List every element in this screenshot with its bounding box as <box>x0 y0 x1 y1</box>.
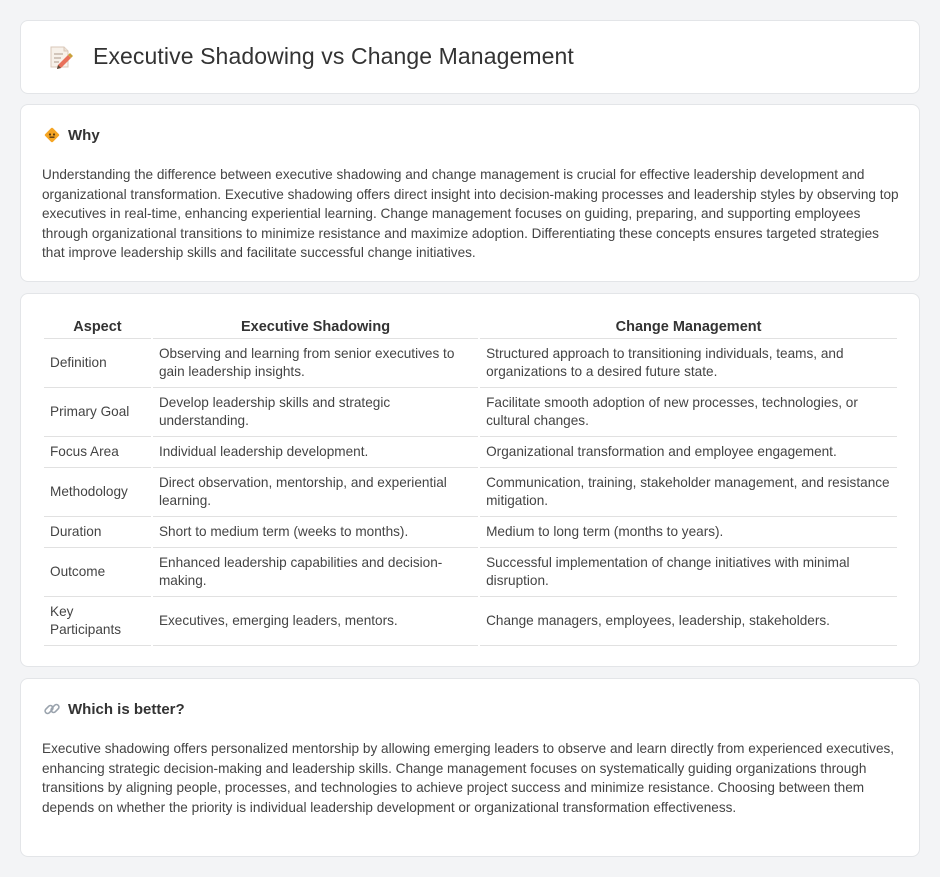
change-cell: Structured approach to transitioning individuals, teams, and organizations to a desired future state. <box>480 339 897 388</box>
table-row <box>44 437 897 468</box>
better-heading: Which is better? <box>68 700 185 718</box>
change-cell: Change managers, employees, leadership, stakeholders. <box>480 597 897 646</box>
shadowing-cell: Executives, emerging leaders, mentors. <box>153 597 478 646</box>
why-text: Understanding the difference between executive shadowing and change management is crucial for effective leadership development and organizational transformation. Executive shadowing offers direct insight into decision-making processes and leadership styles by observing top executives in real-time, enhancing experiential learning. Change management focuses on guiding, preparing, and supporting employees through organizational transitions to minimize resistance and maximize adoption. Differentiating these concepts ensures targeted strategies that improve leadership skills and facilitate successful change initiatives. <box>42 167 899 261</box>
table-row <box>44 548 897 597</box>
table-row <box>44 597 897 646</box>
title-row <box>47 43 574 70</box>
why-header <box>43 126 100 144</box>
change-cell: Communication, training, stakeholder management, and resistance mitigation. <box>480 468 897 517</box>
table-row <box>44 339 897 388</box>
which-is-better-section <box>20 678 920 857</box>
diamond-warning-icon <box>43 126 61 144</box>
change-cell: Facilitate smooth adoption of new processes, technologies, or cultural changes. <box>480 388 897 437</box>
why-heading: Why <box>68 126 100 144</box>
aspect-cell: Methodology <box>44 468 151 517</box>
header-executive-shadowing: Executive Shadowing <box>153 315 478 339</box>
aspect-cell: Duration <box>44 517 151 548</box>
title-card <box>20 20 920 94</box>
comparison-section <box>20 293 920 667</box>
table-header-row <box>44 315 897 339</box>
page-title: Executive Shadowing vs Change Management <box>93 43 574 69</box>
shadowing-cell: Develop leadership skills and strategic understanding. <box>153 388 478 437</box>
table-row <box>44 468 897 517</box>
memo-pencil-icon <box>47 44 73 70</box>
shadowing-cell: Individual leadership development. <box>153 437 478 468</box>
change-cell: Successful implementation of change initiatives with minimal disruption. <box>480 548 897 597</box>
table-row <box>44 388 897 437</box>
change-cell: Medium to long term (months to years). <box>480 517 897 548</box>
table-row <box>44 517 897 548</box>
header-aspect: Aspect <box>44 315 151 339</box>
link-icon <box>43 700 61 718</box>
why-section <box>20 104 920 282</box>
shadowing-cell: Enhanced leadership capabilities and decision-making. <box>153 548 478 597</box>
header-change-management: Change Management <box>480 315 897 339</box>
aspect-cell: Definition <box>44 339 151 388</box>
aspect-cell: Focus Area <box>44 437 151 468</box>
aspect-cell: Key Participants <box>44 597 151 646</box>
better-header <box>43 700 185 718</box>
shadowing-cell: Direct observation, mentorship, and experiential learning. <box>153 468 478 517</box>
comparison-table <box>42 315 899 646</box>
aspect-cell: Primary Goal <box>44 388 151 437</box>
better-text: Executive shadowing offers personalized mentorship by allowing emerging leaders to observe and learn directly from experienced executives, enhancing strategic decision-making and leadership skills. Change management focuses on systematically guiding organizations through transitions by aligning people, processes, and technologies to achieve project success and minimize resistance. Choosing between them depends on whether the priority is individual leadership development or organizational transformation effectiveness. <box>42 741 895 815</box>
change-cell: Organizational transformation and employee engagement. <box>480 437 897 468</box>
aspect-cell: Outcome <box>44 548 151 597</box>
shadowing-cell: Short to medium term (weeks to months). <box>153 517 478 548</box>
shadowing-cell: Observing and learning from senior executives to gain leadership insights. <box>153 339 478 388</box>
